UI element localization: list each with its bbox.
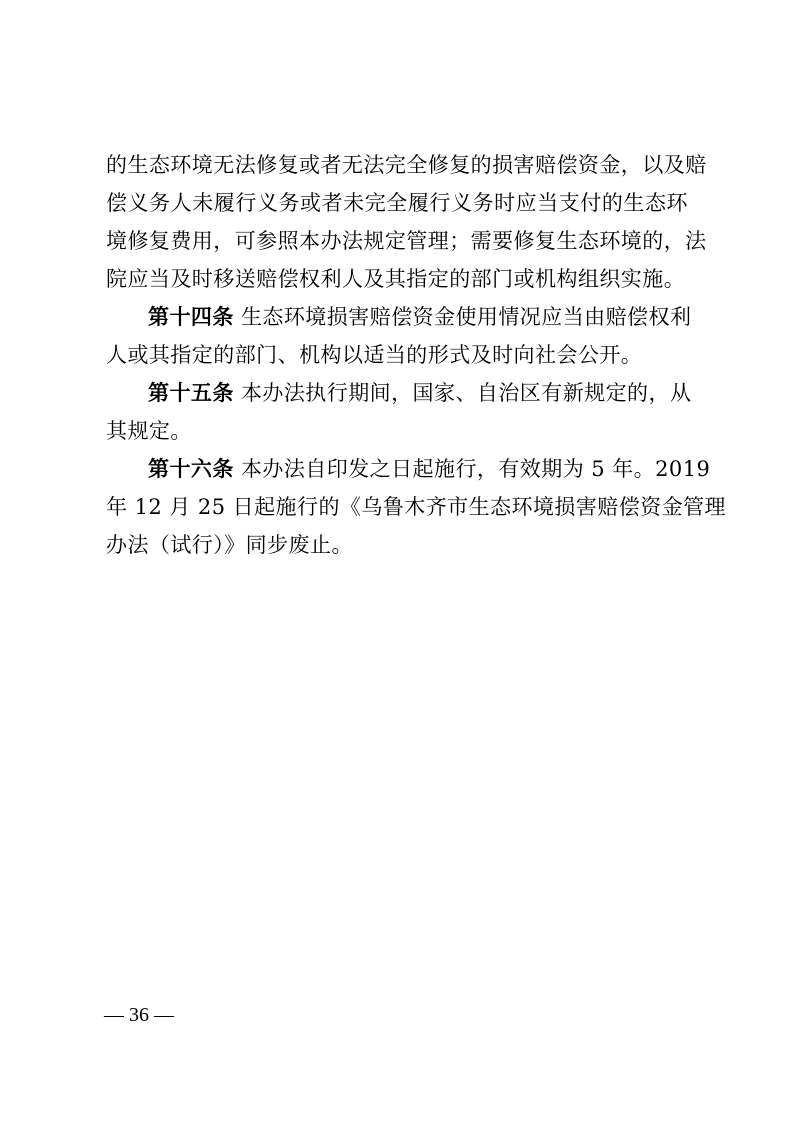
article-16-line: [148, 451, 711, 487]
article-16-line: 年 12 月 25 日起施行的《乌鲁木齐市生态环境损害赔偿资金管理: [106, 495, 726, 519]
article-14-heading: 第十四条: [148, 305, 234, 329]
article-16-line: 办法（试行）》同步废止。: [106, 533, 353, 557]
article-16-text: 本办法自印发之日起施行，有效期为 5 年。2019: [240, 457, 711, 481]
page-number: — 36 —: [104, 1004, 174, 1026]
article-15-text: 本办法执行期间，国家、自治区有新规定的，从: [240, 381, 692, 405]
article-14-line: [148, 299, 692, 335]
article-15-line: 其规定。: [106, 419, 192, 443]
paragraph-line: 偿义务人未履行义务或者未完全履行义务时应当支付的生态环: [106, 191, 688, 215]
paragraph-line: 境修复费用，可参照本办法规定管理；需要修复生态环境的，法: [106, 229, 707, 253]
article-14-line: 人或其指定的部门、机构以适当的形式及时向社会公开。: [106, 343, 643, 367]
article-14-text: 生态环境损害赔偿资金使用情况应当由赔偿权利: [240, 305, 692, 329]
paragraph-line: 院应当及时移送赔偿权利人及其指定的部门或机构组织实施。: [106, 267, 686, 291]
article-16-heading: 第十六条: [148, 457, 234, 481]
article-15-heading: 第十五条: [148, 381, 234, 405]
paragraph-line: 的生态环境无法修复或者无法完全修复的损害赔偿资金，以及赔: [106, 153, 707, 177]
article-15-line: [148, 375, 692, 411]
